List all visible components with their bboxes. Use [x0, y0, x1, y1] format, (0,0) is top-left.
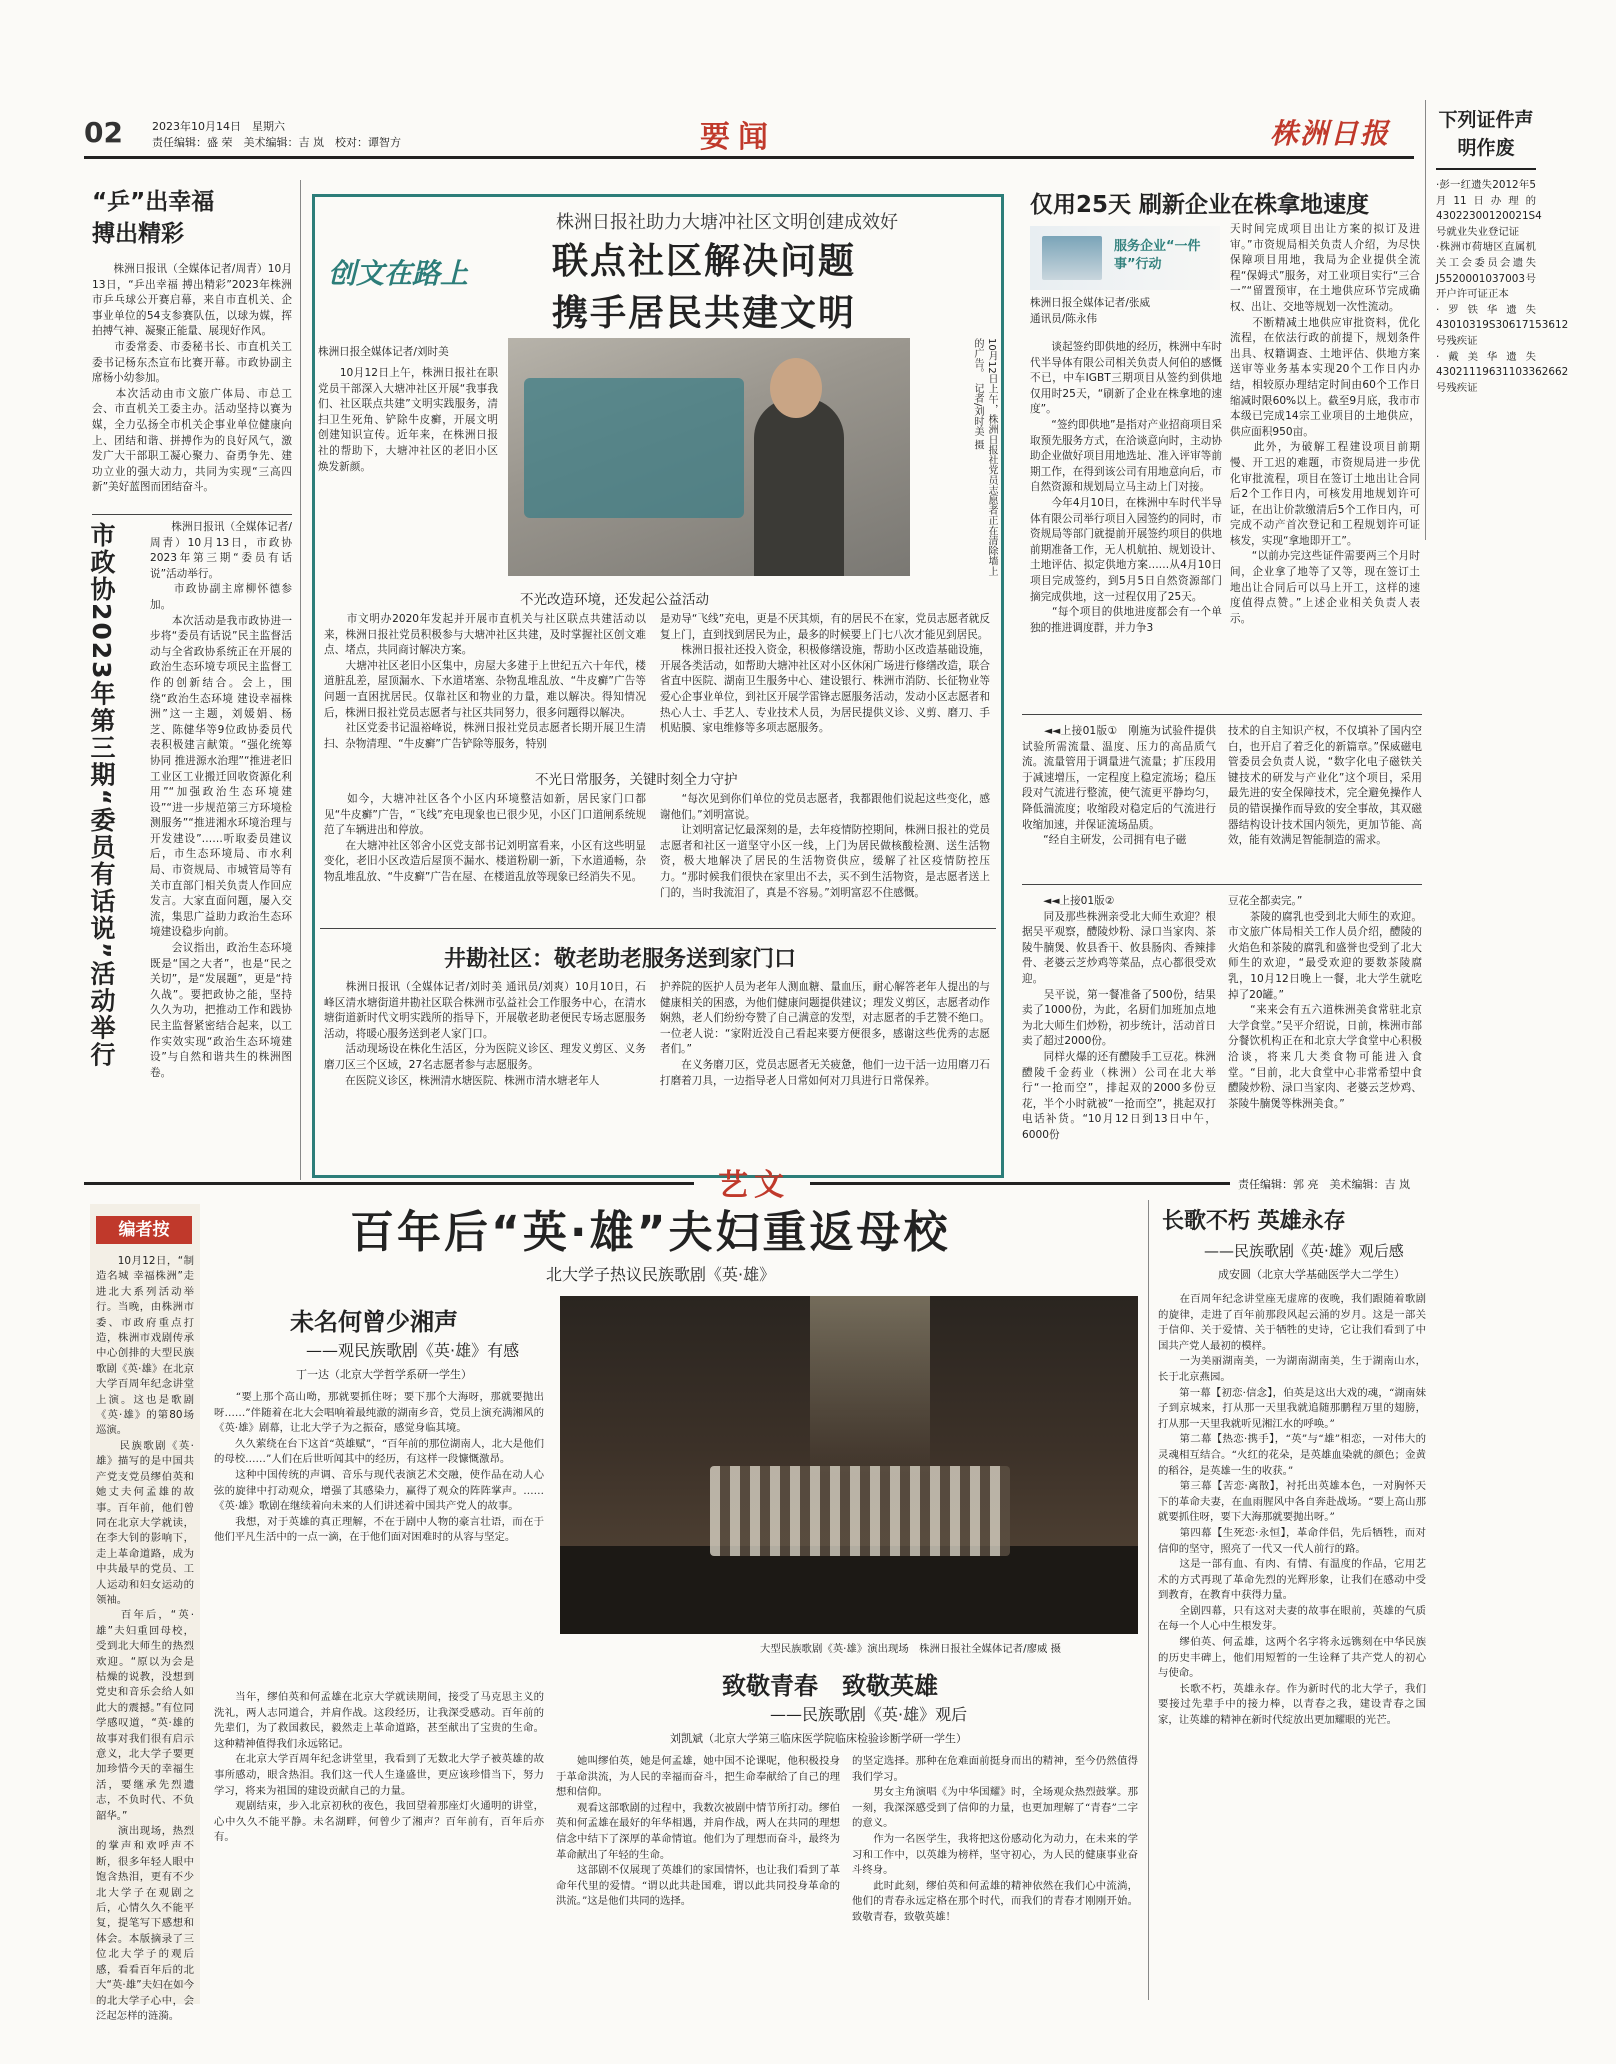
right-divider-2 [1022, 884, 1422, 885]
feature-byline: 株洲日报全媒体记者/刘时美 [318, 346, 449, 358]
feature-photo [508, 338, 910, 576]
left-article2-body: 株洲日报讯（全媒体记者/周青）10月13日，市政协2023年第三期“委员有话说”活动举行。 市政协副主席柳怀德参加。 本次活动是我市政协进一步将“委员有话说”民主监督活动与全省政协系统正在开展的政治生态环境专项民主监督工作的创新结合。会上，围绕“政治生态环境 建设幸福株洲”这一主题，刘媛娟、杨芝、陈健华等9位政协委员代表积极建言献策。“强化统筹协同 推进源水治理”“推进老旧工业区工业搬迁回收资源化利用”“加强政治生态环境建设”“进一步规范第三方环境检测服务”“推进湘水环境治理与开发建设”……听取委员建议后，市生态环境局、市水利局、市资规局、市城管局等有关市直部门相关负责人作回应发言。大家直面问题，屡入交流，集思广益助力政治生态环境建设稳步向前。 会议指出，政治生态环境既是“国之大者”，也是“民之关切”，是“发展题”，更是“持久战”。要把政协之能，坚持久久为功，把推动工作和践协民主监督紧密结合起来，以工作实效实现“政治生态环境建设”与自然和谐共生的株洲图卷。 [150, 521, 292, 1079]
essay2-col2: 的坚定选择。那种在危难面前挺身而出的精神，至今仍然值得我们学习。 男女主角演唱《为中华国耀》时，全场观众热烈鼓掌。那一刻，我深深感受到了信仰的力量，也更加理解了“青春”二字的意义。 作为一名医学生，我将把这份感动化为动力，在未来的学习和工作中，以英雄为榜样，坚守初心，为人民的健康事业奋斗终身。 此时此刻，缪伯英和何孟雄的精神依然在我们心中流淌，他们的青春永远定格在那个时代，而我们的青春才刚刚开始。致敬青春，致敬英雄！ [852, 1755, 1138, 1923]
right-divider-1 [1022, 714, 1422, 715]
yiwen-main-title: 百年后“英·雄”夫妇重返母校 [350, 1207, 951, 1258]
editor-note-label: 编者按 [96, 1216, 192, 1244]
feature-kicker: 创文在路上 [328, 257, 469, 290]
essay2-subtitle: ——民族歌剧《英·雄》观后 [770, 1705, 968, 1724]
yiwen-rule-right [810, 1182, 1230, 1185]
left-col-divider [300, 180, 301, 1180]
issue-date: 2023年10月14日 星期六 [152, 120, 285, 133]
feature-sub2: 不光日常服务，关键时刻全力守护 [535, 772, 738, 788]
feature-sub1: 不光改造环境，还发起公益活动 [520, 592, 709, 608]
right-headline: 仅用25天 刷新企业在株拿地速度 [1030, 192, 1370, 218]
left-divider [92, 514, 292, 515]
left-vertical-headline: 市政协2023年第三期“委员有话说”活动举行 [87, 522, 116, 1069]
yiwen-main-subtitle: 北大学子热议民族歌剧《英·雄》 [546, 1265, 776, 1284]
essay1-col2: 当年，缪伯英和何孟雄在北京大学就读期间，接受了马克思主义的洗礼，两人志同道合，并肩作战。这段经历，让我深受感动。百年前的先辈们，为了救国救民，毅然走上革命道路，甚至献出了宝贵的生命。这种精神值得我们永远铭记。 在北京大学百周年纪念讲堂里，我看到了无数北大学子被英雄的故事所感动，眼含热泪。我们这一代人生逢盛世，更应该珍惜当下，努力学习，将来为祖国的建设贡献自己的力量。 观剧结束，步入北京初秋的夜色，我回望着那座灯火通明的讲堂，心中久久不能平静。未名湖畔，何曾少了湘声？百年前有，百年后亦有。 [214, 1691, 544, 1844]
right-col-b: 天时间完成项目出让方案的拟订及进审。”市资规局相关负责人介绍，为尽快保障项目用地，我局为企业提供全流程“保姆式”服务，对工业项目实行“三合一”“留置预审，在土地供应环节完成确权、出让、交地等规划一次性流动。 不断精减土地供应审批资料，优化流程，在依法行政的前提下，规划条件出具、权籍调查、土地评估、供地方案送审等业务基本实现20个工作日内办结，相较原办理结定时间由60个工作日缩减时限60%以上。截至9月底，我市市本级已完成14宗工业项目的土地供应，供应面积950亩。 此外，为破解工程建设项目前期慢、开工迟的难题，市资规局进一步优化审批流程，项目在签订土地出让合同后2个工作日内，可核发用地规划许可证，在出让价款缴清后5个工作日内，可完成不动产首次登记和工程规划许可证核发，实现“拿地即开工”。 “以前办完这些证件需要两三个月时间，企业拿了地等了又等，现在签订土地出让合同后可以马上开工，这样的速度值得点赞。”上述企业相关负责人表示。 [1230, 223, 1420, 625]
building-icon [1042, 236, 1102, 280]
notice-divider [1425, 100, 1426, 540]
right-col-f: 豆花全都卖完。” 茶陵的腐乳也受到北大师生的欢迎。市文旅广体局相关工作人员介绍，醴陵的火焰色和茶陵的腐乳和盛誉也受到了北大师生的欢迎，“最受欢迎的要数茶陵腐乳，10月12日晚上一餐，北大学生就吃掉了20罐。” “来来会有五六道株洲美食常驻北京大学食堂。”吴平介绍说，日前，株洲市部分餐饮机构正在和北京大学食堂中心积极洽谈，将来几大类食物可能进入食堂。“目前，北大食堂中心非常希望中食醴陵炒粉、渌口当家肉、老婆云芝炒鸡、茶陵牛腩煲等株洲美食。” [1228, 895, 1422, 1110]
essay1-col1: “要上那个高山呦，那就要抓住呀；要下那个大海呀，那就要抛出呀……”伴随着在北大会唱响着最纯澈的湖南乡音，党员上演充满湘风的《英·雄》剧幕，让北大学子为之振奋，感觉身临其境。 久久萦绕在台下这首“英雄赋”，“百年前的那位湖南人，北大是他们的母校……”人们在后世听闻其中的经历，有这样一段慷慨激昂。 这种中国传统的声调、音乐与现代表演艺术交融，使作品在动人心弦的旋律中打动观众，增强了其感染力，赢得了观众的阵阵掌声。……《英·雄》歌剧在继续着向未来的人们讲述着中国共产党人的故事。 我想，对于英雄的真正理解，不在于剧中人物的豪言壮语，而在于他们平凡生活中的一点一滴，在于他们面对困难时的从容与坚定。 [214, 1391, 544, 1544]
essay1-title: 未名何曾少湘声 [290, 1308, 458, 1336]
right-badge-text: 服务企业“一件事”行动 [1114, 239, 1201, 272]
editors-line: 责任编辑：盛 荣 美术编辑：吉 岚 校对：谭智方 [152, 136, 401, 149]
essay2-byline: 刘凯斌（北京大学第三临床医学院临床检验诊断学研一学生） [670, 1732, 967, 1745]
notice-box [1436, 106, 1569, 536]
page-number: 02 [84, 116, 123, 149]
yiwen-section-title: 艺文 [718, 1168, 790, 1203]
feature-photo-caption: 10月12日上午，株洲日报社党员志愿者正在清除墙上的广告。 记者/刘时美 摄 [972, 338, 997, 576]
feature-article2-col1: 株洲日报讯（全媒体记者/刘时美 通讯员/刘爽）10月10日，石峰区清水塘街道井勘社区联合株洲市弘益社会工作服务中心，在清水塘街道新时代文明实践所的指导下，开展敬老助老便民专场志愿服务活动，将暖心服务送到老人家门口。 活动现场设在株化生活区，分为医院义诊区、理发义剪区、义务磨刀区三个区域，27名志愿者参与志愿服务。 在医院义诊区，株洲清水塘医院、株洲市清水塘老年人 [324, 981, 646, 1087]
editor-note-body: 10月12日，“制造名城 幸福株洲”走进北大系列活动举行。当晚，由株洲市委、市政府重点打造，株洲市戏剧传承中心创排的大型民族歌剧《英·雄》在北京大学百周年纪念讲堂上演。这也是歌剧《英·雄》的第80场巡演。 民族歌剧《英·雄》描写的是中国共产党支党员缪伯英和她丈夫何孟雄的故事。百年前，他们曾同在北京大学就读，在李大钊的影响下，走上革命道路，成为中共最早的党员、工人运动和妇女运动的领袖。 百年后，“英·雄”夫妇重回母校，受到北大师生的热烈欢迎。“原以为会是枯燥的说教，没想到党史和音乐会给人如此大的震撼。”有位同学感叹道，“英·雄的故事对我们很有启示意义，北大学子要更加珍惜今天的幸福生活，要继承先烈遗志，不负时代、不负韶华。” 演出现场，热烈的掌声和欢呼声不断，很多年轻人眼中饱含热泪，更有不少北大学子在观剧之后，心情久久不能平复，提笔写下感想和体会。本版摘录了三位北大学子的观后感，看看百年后的北大“英·雄”夫妇在如今的北大学子心中，会泛起怎样的涟漪。 [96, 1255, 194, 2022]
right-byline: 株洲日报全媒体记者/张威 通讯员/陈永伟 [1030, 297, 1151, 325]
notice-title: 下列证件声明作废 [1436, 106, 1536, 170]
feature-col4: “每次见到你们单位的党员志愿者，我都跟他们说起这些变化，感谢他们。”刘明富说。 让刘明富记忆最深刻的是，去年疫情防控期间，株洲日报社的党员志愿者和社区一道坚守小区一线，上门为居民做核酸检测、送生活物资，极大地解决了居民的生活物资供应，缓解了社区疫情防控压力。“那时候我们很快在家里出不去，买不到生活物资，是志愿者送上门的，当时我流泪了，真是不容易。”刘明富忍不住感慨。 [660, 793, 990, 899]
essay2-col1: 她叫缪伯英，她是何孟雄，她中国不论课呢，他积极投身于革命洪流，为人民的幸福而奋斗，把生命奉献给了自己的理想和信仰。 观看这部歌剧的过程中，我数次被剧中情节所打动。缪伯英和何孟雄在最好的年华相遇，并肩作战，两人在共同的理想信念中结下了深厚的革命情谊。他们为了理想而奋斗，最终为革命献出了年轻的生命。 这部剧不仅展现了英雄们的家国情怀，也让我们看到了革命年代里的爱情。“谓以此共赴国难，谓以此共同投身革命的洪流。”这是他们共同的选择。 [556, 1755, 840, 1908]
essay3-divider [1148, 1200, 1149, 2000]
stage-photo-caption: 大型民族歌剧《英·雄》演出现场 株洲日报社全媒体记者/廖威 摄 [760, 1643, 1062, 1655]
right-col-d: 技术的自主知识产权，不仅填补了国内空白，也开启了着乏化的新篇章。”保威磁电管委员会负责人说，“数字化电子磁铁关键技术的研发与产业化”这个项目，采用最先进的安全保障技术，完全避免操作人员的错误操作而导致的安全事故，其双磁器结构设计技术国内领先，更加节能、高效，能有效满足智能制造的需求。 [1228, 725, 1422, 847]
right-col-a: 谈起签约即供地的经历，株洲中车时代半导体有限公司相关负责人何伯的感慨不已，中车IGBT三期项目从签约到供地仅用时25天，“刷新了企业在株拿地的速度”。 “签约即供地”是指对产业招商项目采取预先服务方式，在洽谈意向时，主动协助企业做好项目用地选址、准入评审等前期工作，在得到该公司有用地意向后，市自然资源和规划局立马主动上门对接。 今年4月10日，在株洲中车时代半导体有限公司举行项目入园签约的同时，市资规局等部门就提前开展签约项目的供地前期准备工作，无人机航拍、规划设计、土地评估、拟定供地方案……从4月10日项目完成签约，到5月5日自然资源部门摘完成供地，这一过程仅用了25天。 “每个项目的供地进度都会有一个单独的推进调度群，并力争3 [1030, 341, 1222, 634]
section-title: 要闻 [700, 120, 776, 155]
feature-col2: 是劝导“飞线”充电，更是不厌其烦，有的居民不在家，党员志愿者就反复上门，直到找到居民为止，最多的时候要上门七八次才能见到居民。 株洲日报社还投入资金，积极修缮设施，帮助小区改造基础设施，开展各类活动，如帮助大塘冲社区对小区休闲广场进行修缮改造，联合省直中医院、湖南卫生服务中心、建设银行、株洲市消防、长征物业等爱心企事业单位，到社区开展学雷锋志愿服务活动，发动小区志愿者和热心人士、手艺人、专业技术人员，为居民提供义诊、义剪、磨刀、手机贴膜、家电维修等多项志愿服务。 [660, 613, 990, 735]
essay1-subtitle: ——观民族歌剧《英·雄》有感 [306, 1341, 520, 1360]
feature-intro: 10月12日上午，株洲日报社在职党员干部深入大塘冲社区开展“我事我们、社区联点共建”文明实践服务，清扫卫生死角、铲除牛皮癣，开展文明创建知识宣传。近年来，在株洲日报社的帮助下，大塘冲社区的老旧小区焕发新颜。 [318, 367, 498, 473]
essay3-title: 长歌不朽 英雄永存 [1162, 1209, 1346, 1234]
yiwen-editors: 责任编辑：郭 亮 美术编辑：吉 岚 [1238, 1178, 1410, 1191]
right-col-c: ◄◄上接01版① 刚施为试验件提供试验所需流量、温度、压力的高品质气流。流量管用于调量进气流量；扩压段用于减速增压，一定程度上稳定流场；稳压段对气流进行整流，使气流更平静均匀，降低湍流度；收缩段对稳定后的气流进行收缩加速，并保证流场品质。 “经自主研发，公司拥有电子磁 [1022, 725, 1216, 847]
essay1-byline: 丁一达（北京大学哲学系研一学生） [296, 1368, 472, 1381]
left-headline: “乒”出幸福 搏出精彩 [92, 189, 215, 247]
photo-stage-light [810, 1296, 930, 1476]
feature-col1: 市文明办2020年发起并开展市直机关与社区联点共建活动以来，株洲日报社党员积极参与大塘冲社区共建，及时掌握社区创文难点、堵点，共同商讨解决方案。 大塘冲社区老旧小区集中，房屋大多建于上世纪五六十年代，楼道脏乱差，屋顶漏水、下水道堵塞、杂物乱堆乱放、“牛皮癣”广告等问题一直困扰居民。仅靠社区和物业的力量，难以解决。得知情况后，株洲日报社党员志愿者与社区共同努力，很多问题得以解决。 社区党委书记温裕峰说，株洲日报社党员志愿者长期开展卫生清扫、杂物清理、“牛皮癣”广告铲除等服务，特别 [324, 613, 646, 750]
feature-inner-divider [320, 928, 996, 929]
yiwen-rule-left [84, 1182, 694, 1185]
essay2-title: 致敬青春 致敬英雄 [722, 1672, 938, 1700]
feature-title: 联点社区解决问题 携手居民共建文明 [552, 241, 857, 334]
photo-performers [710, 1466, 1010, 1556]
essay3-subtitle: ——民族歌剧《英·雄》观后感 [1204, 1242, 1404, 1260]
feature-col3: 如今，大塘冲社区各个小区内环境整洁如新，居民家门口都见“牛皮癣”广告，“飞线”充电现象也已很少见，小区门口道闸系统规范了车辆进出和停放。 在大塘冲社区邻舍小区党支部书记刘明富看来，小区有这些明显变化，老旧小区改造后屋顶不漏水、楼道粉刷一新，下水道通畅，杂物乱堆乱放、“牛皮癣”广告在屋、在楼道乱放等现象已经消失不见。 [324, 793, 646, 883]
photo-wall-painting [524, 378, 744, 518]
photo-person [754, 398, 844, 576]
right-col-e: ◄◄上接01版② 同及那些株洲亲受北大师生欢迎？根据吴平观察，醴陵炒粉、渌口当家肉、茶陵牛腩煲、攸县香干、攸县肠肉、香辣排骨、老婆云芝炒鸡等菜品，点心都很受欢迎。 吴平说，第一餐准备了500份，结果卖了1000份，为此，名厨们加班加点地为北大师生们炒粉，初步统计，活动首日卖了超过2000份。 同样火爆的还有醴陵手工豆花。株洲醴陵千金药业（株洲）公司在北大举行“一抢而空”，排起双的2000多份豆花，半个小时就被“一抢而空”，挑起双打电话补货。“10月12日到13日中午，6000份 [1022, 895, 1216, 1141]
header-rule [84, 156, 1414, 159]
feature-article2-title: 井勘社区：敬老助老服务送到家门口 [444, 947, 797, 972]
feature-subtitle: 株洲日报社助力大塘冲社区文明创建成效好 [556, 212, 898, 233]
right-badge [1030, 226, 1220, 290]
stage-photo [560, 1296, 1138, 1634]
essay3-byline: 成安圆（北京大学基础医学大二学生） [1218, 1268, 1405, 1281]
essay3-body: 在百周年纪念讲堂座无虚席的夜晚，我们跟随着歌剧的旋律，走进了百年前那段风起云涌的岁月。这是一部关于信仰、关于爱情、关于牺牲的史诗，它让我们看到了中国共产党人最初的模样。 一为美丽湖南美，一为湖南湖南美，生于湖南山水，长于北京燕园。 第一幕【初恋·信念】，伯英是这出大戏的魂，“湖南妹子到京城来，打从那一天里我就追随那鹏程万里的翅膀，打从那一天里我就听见湘江水的呼唤。” 第二幕【热恋·携手】，“英”与“雄”相恋，一对伟大的灵魂相互结合。“火红的花朵，是英雄血染就的颜色；金黄的稻谷，是英雄一生的收获。” 第三幕【苦恋·离散】，衬托出英雄本色，一对胸怀天下的革命夫妻，在血雨腥风中各自奔赴战场。“要上高山那就要抓住呀，要下大海那就要抛出呀。” 第四幕【生死恋·永恒】，革命伴侣，先后牺牲，而对信仰的坚守，照亮了一代又一代人前行的路。 这是一部有血、有肉、有情、有温度的作品，它用艺术的方式再现了革命先烈的光辉形象，让我们在感动中受到教育，在教育中获得力量。 全剧四幕，只有这对夫妻的故事在眼前，英雄的气质在每一个人心中生根发芽。 缪伯英、何孟雄，这两个名字将永远镌刻在中华民族的历史丰碑上，他们用短暂的一生诠释了共产党人的初心与使命。 长歌不朽，英雄永存。作为新时代的北大学子，我们要接过先辈手中的接力棒，以青春之我，建设青春之国家，让英雄的精神在新时代绽放出更加耀眼的光芒。 [1158, 1293, 1426, 1727]
photo-stage-floor [560, 1546, 1138, 1634]
feature-article2-col2: 护养院的医护人员为老年人测血糖、量血压，耐心解答老年人提出的与健康相关的困惑，为他们健康问题提供建议；理发义剪区，志愿者动作娴熟，老人们纷纷夸赞了自己满意的发型，对志愿者的手艺赞不绝口。一位老人说：“家附近没自己看起来要方便很多，感谢这些优秀的志愿者们。” 在义务磨刀区，党员志愿者无关疲惫，他们一边干活一边用磨刀石打磨着刀具，一边指导老人日常如何对刀具进行日常保养。 [660, 981, 990, 1087]
notice-body: ·彭一红遗失2012年5月11日办理的43022300120021S4号就业失业登记证 ·株洲市荷塘区直属机关工会委员会遗失J5520001037003号开户许可证正本 ·罗铁华遗失43010319S30617153612号残疾证 ·戴美华遗失43021119631103362662号残疾证 [1436, 179, 1569, 394]
left-article-body: 株洲日报讯（全媒体记者/周青）10月13日，“乒出幸福 搏出精彩”2023年株洲市乒乓球公开赛启幕，来自市直机关、企事业单位的54支参赛队伍，以球为媒，挥拍搏气神、凝聚正能量、展现好作风。 市委常委、市委秘书长、市直机关工委书记杨东杰宣布比赛开幕。市政协副主席杨小幼参加。 本次活动由市文旅广体局、市总工会、市直机关工委主办。活动坚持以赛为媒，全力弘扬全市机关企事业单位健康向上、团结和谐、拼搏作为的良好风气，激发广大干部职工凝心聚力、奋勇争先、建功立业的强大动力，共同为实现“三高四新”美好蓝图而团结奋斗。 [92, 263, 292, 494]
newspaper-logo: 株洲日报 [1270, 117, 1391, 150]
photo-face [770, 358, 822, 418]
